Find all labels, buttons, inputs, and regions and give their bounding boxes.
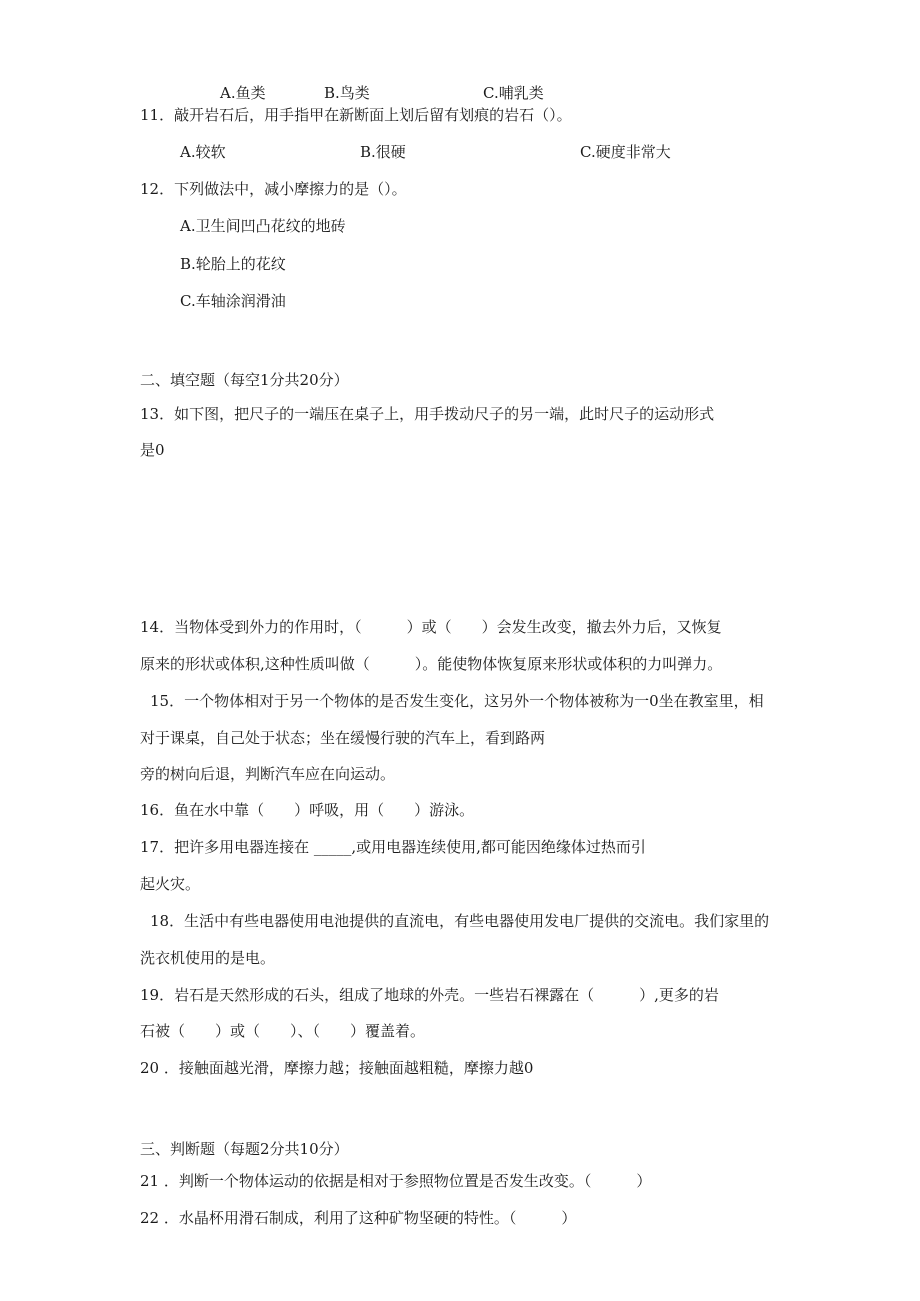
q17-line-1: 17．把许多用电器连接在 _____,或用电器连续使用,都可能因绝缘体过热而引 [140, 838, 646, 856]
section-2-title: 二、填空题（每空1分共20分） [140, 371, 349, 389]
q10-option-c: C.哺乳类 [483, 84, 544, 102]
q21-text: 21 ．判断一个物体运动的依据是相对于参照物位置是否发生改变。（ ） [140, 1172, 652, 1190]
q15-line-3: 旁的树向后退，判断汽车应在向运动。 [140, 765, 396, 783]
q11-option-c: C.硬度非常大 [580, 143, 671, 161]
q11-option-b: B.很硬 [360, 143, 406, 161]
q15-line-2: 对于课桌，自己处于状态；坐在缓慢行驶的汽车上，看到路两 [140, 729, 546, 747]
q17-line-2: 起火灾。 [140, 875, 201, 893]
q12-option-c: C.车轴涂润滑油 [180, 292, 286, 310]
q13-line-1: 13．如下图，把尺子的一端压在桌子上，用手拨动尺子的另一端，此时尺子的运动形式 [140, 405, 715, 423]
q16-text: 16．鱼在水中靠（ ）呼吸，用（ ）游泳。 [140, 801, 475, 819]
q19-line-1: 19．岩石是天然形成的石头，组成了地球的外壳。一些岩石裸露在（ ）,更多的岩 [140, 986, 719, 1004]
q10-option-b: B.鸟类 [324, 84, 370, 102]
section-3-title: 三、判断题（每题2分共10分） [140, 1140, 349, 1158]
q22-text: 22 ．水晶杯用滑石制成，利用了这种矿物坚硬的特性。（ ） [140, 1209, 577, 1227]
q12-option-a: A.卫生间凹凸花纹的地砖 [180, 217, 346, 235]
q11-option-a: A.较软 [180, 143, 226, 161]
q20-text: 20 ．接触面越光滑，摩擦力越；接触面越粗糙，摩擦力越0 [140, 1059, 534, 1077]
q18-line-2: 洗衣机使用的是电。 [140, 949, 276, 967]
q13-line-2: 是0 [140, 441, 165, 459]
q19-line-2: 石被（ ）或（ ）、（ ）覆盖着。 [140, 1022, 426, 1040]
q11-text: 11．敲开岩石后，用手指甲在新断面上划后留有划痕的岩石（）。 [140, 106, 572, 124]
q12-option-b: B.轮胎上的花纹 [180, 255, 286, 273]
q14-line-2: 原来的形状或体积,这种性质叫做（ ）。能使物体恢复原来形状或体积的力叫弹力。 [140, 655, 723, 673]
q15-line-1: 15．一个物体相对于另一个物体的是否发生变化，这另外一个物体被称为一0坐在教室里，相 [150, 692, 764, 710]
q18-line-1: 18．生活中有些电器使用电池提供的直流电，有些电器使用发电厂提供的交流电。我们家里的 [150, 912, 770, 930]
q14-line-1: 14．当物体受到外力的作用时，（ ）或（ ）会发生改变，撤去外力后，又恢复 [140, 618, 722, 636]
q10-option-a: A.鱼类 [220, 84, 266, 102]
q12-text: 12．下列做法中，减小摩擦力的是（）。 [140, 180, 407, 198]
